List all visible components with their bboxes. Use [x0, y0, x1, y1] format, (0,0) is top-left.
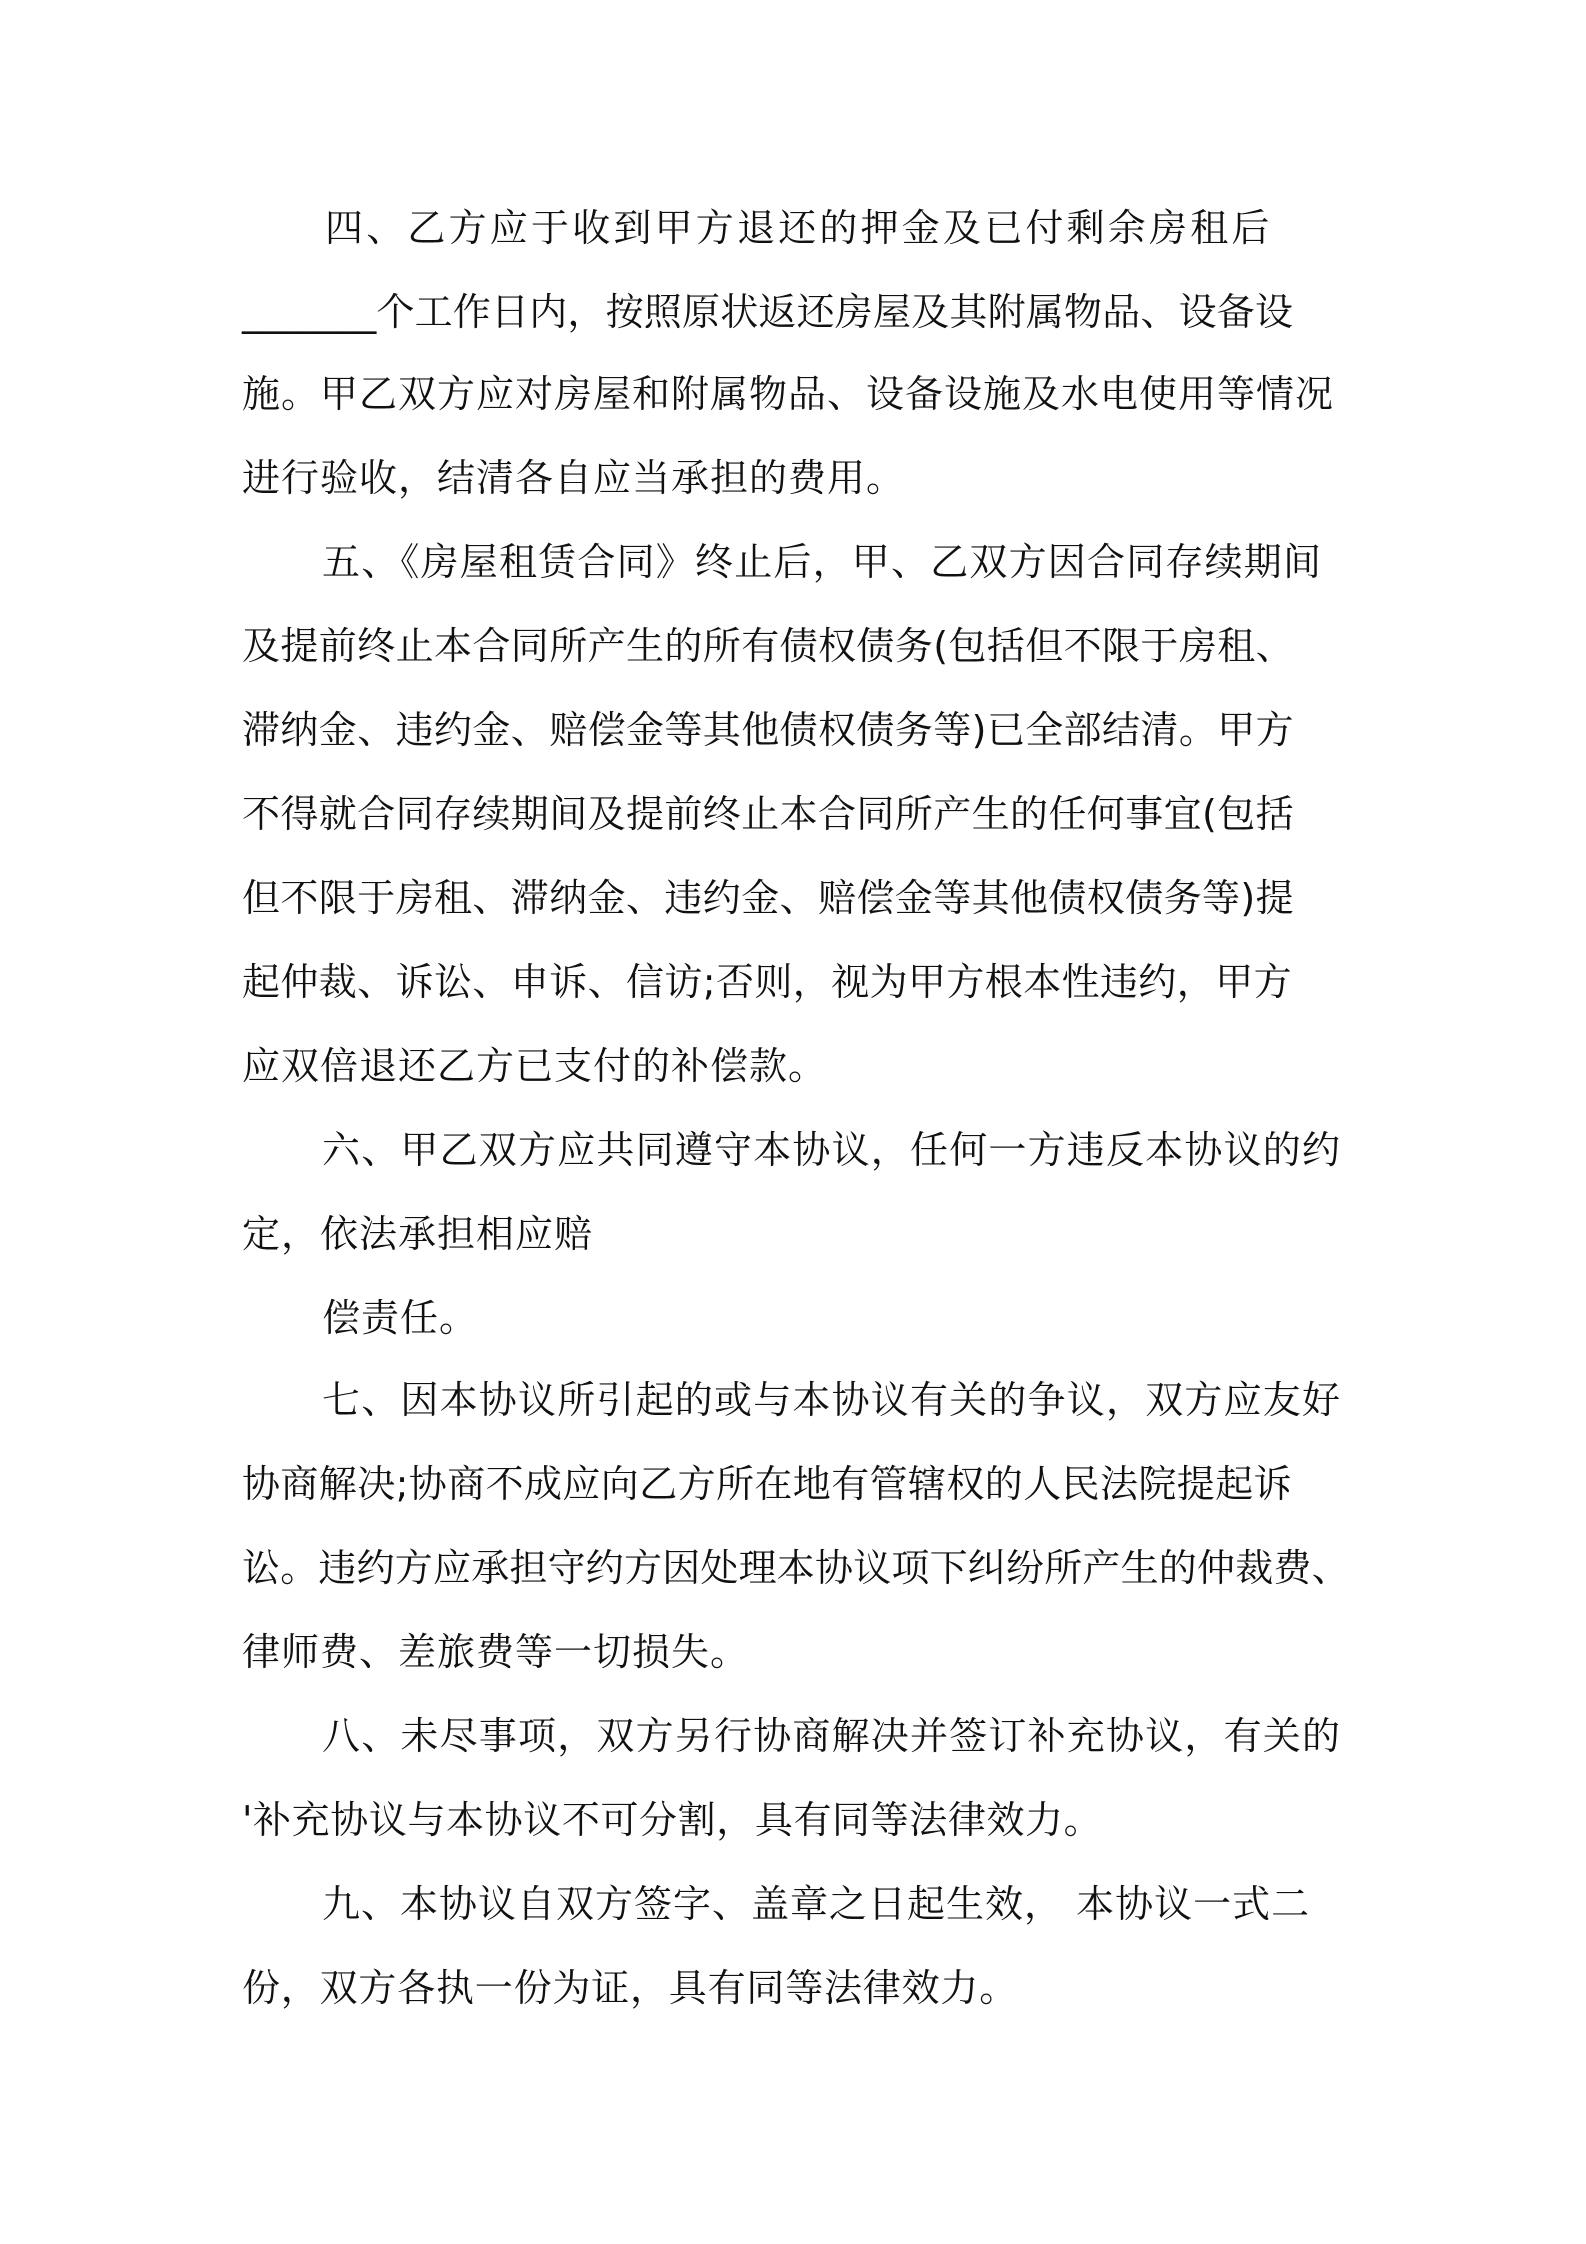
clause-5-line-4: 不得就合同存续期间及提前终止本合同所产生的任何事宜(包括 — [242, 792, 1295, 836]
clause-4-line-3: 施。甲乙双方应对房屋和附属物品、设备设施及水电使用等情况 — [242, 372, 1335, 416]
clause-5-line-5: 但不限于房租、滞纳金、违约金、赔偿金等其他债权债务等)提 — [242, 876, 1295, 920]
clause-5-line-2: 及提前终止本合同所产生的所有债权债务(包括但不限于房租、 — [242, 624, 1295, 668]
clause-7-line-2: 协商解决;协商不成应向乙方所在地有管辖权的人民法院提起诉 — [242, 1462, 1293, 1506]
clause-6-line-3: 偿责任。 — [322, 1296, 479, 1340]
clause-4-line-1: 四、乙方应于收到甲方退还的押金及已付剩余房租后 — [325, 206, 1273, 250]
clause-6-line-2: 定，依法承担相应赔 — [242, 1212, 594, 1256]
clause-6-line-1: 六、甲乙双方应共同遵守本协议，任何一方违反本协议的约 — [322, 1128, 1342, 1172]
clause-7-line-4: 律师费、差旅费等一切损失。 — [242, 1630, 750, 1674]
clause-5-line-7: 应双倍退还乙方已支付的补偿款。 — [242, 1044, 828, 1088]
clause-5-line-3: 滞纳金、违约金、赔偿金等其他债权债务等)已全部结清。甲方 — [242, 708, 1295, 752]
clause-7-line-1: 七、因本协议所引起的或与本协议有关的争议，双方应友好 — [322, 1378, 1342, 1422]
clause-5-line-1: 五、《房屋租赁合同》终止后，甲、乙双方因合同存续期间 — [322, 540, 1323, 584]
clause-7-line-3: 讼。违约方应承担守约方因处理本协议项下纠纷所产生的仲裁费、 — [242, 1546, 1350, 1590]
clause-9-line-1: 九、本协议自双方签字、盖章之日起生效， 本协议一式二 — [322, 1882, 1311, 1926]
clause-4-line-4: 进行验收，结清各自应当承担的费用。 — [242, 456, 906, 500]
clause-4-line-2: _______个工作日内，按照原状返还房屋及其附属物品、设备设 — [242, 290, 1294, 334]
clause-8-line-1: 八、未尽事项，双方另行协商解决并签订补充协议，有关的 — [322, 1714, 1342, 1758]
clause-9-line-2: 份，双方各执一份为证，具有同等法律效力。 — [242, 1966, 1019, 2010]
clause-8-line-2: '补充协议与本协议不可分割，具有同等法律效力。 — [242, 1798, 1103, 1842]
clause-5-line-6: 起仲裁、诉讼、申诉、信访;否则，视为甲方根本性违约，甲方 — [242, 960, 1293, 1004]
